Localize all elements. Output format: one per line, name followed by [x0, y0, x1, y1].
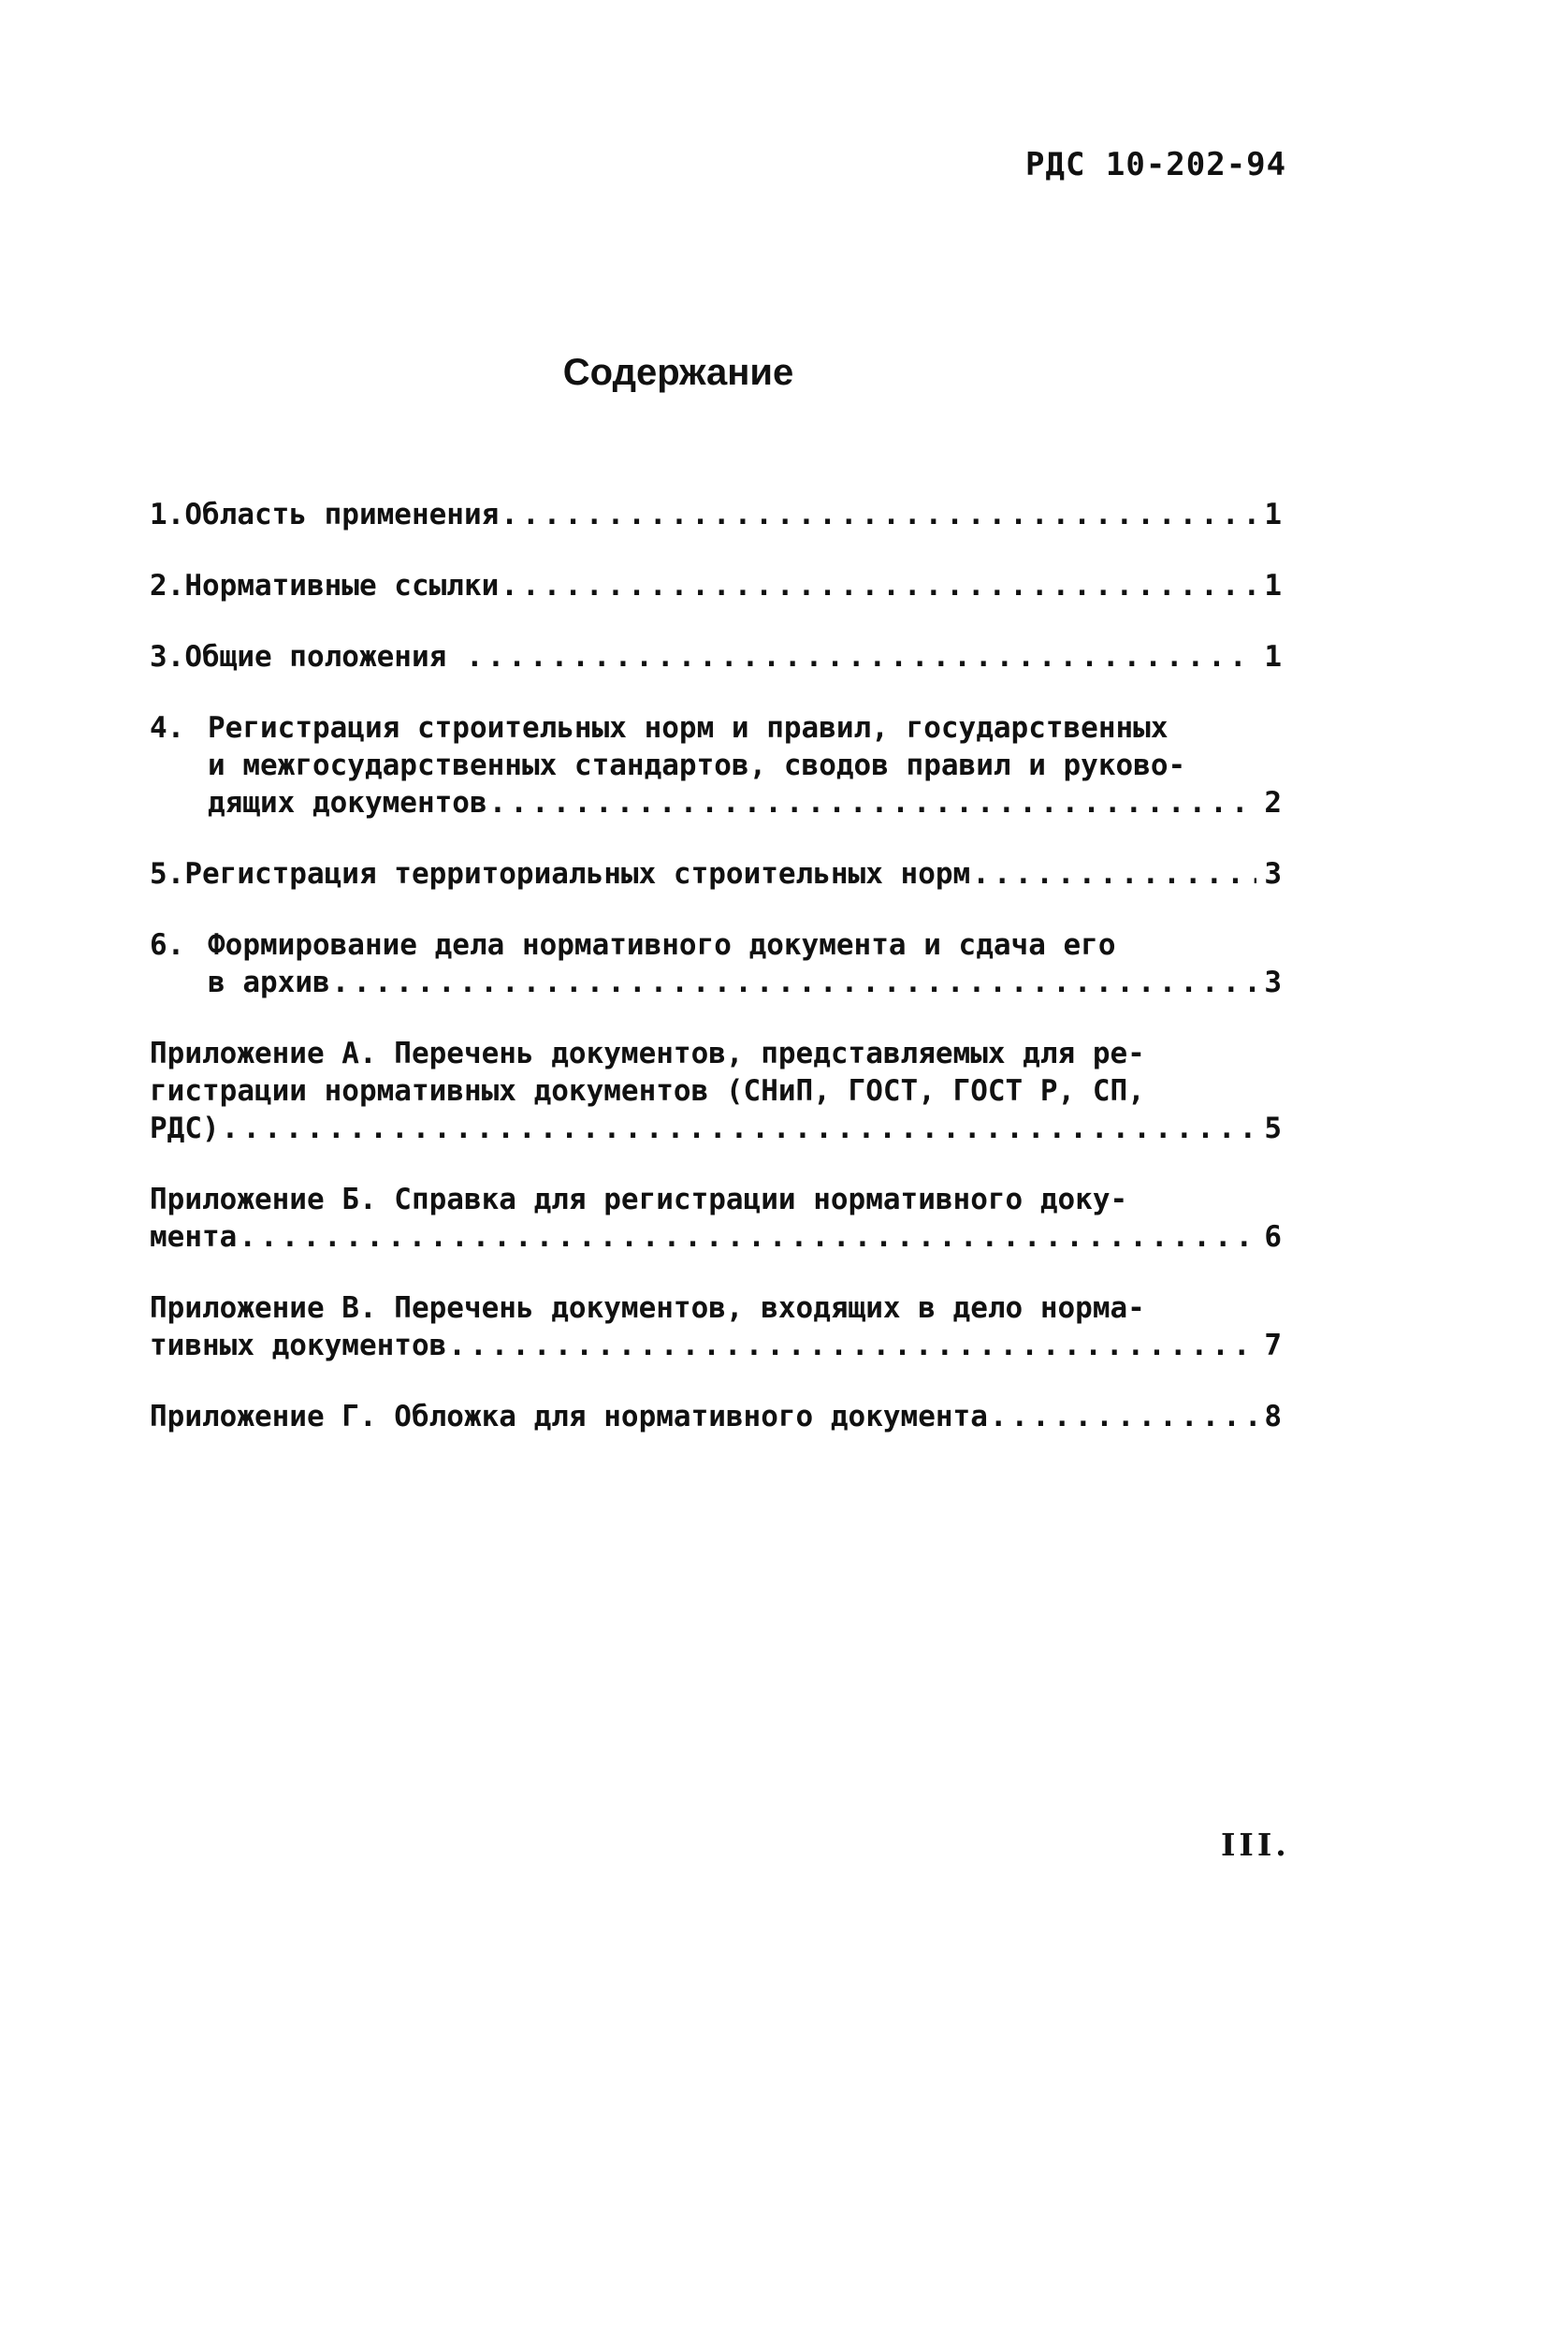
- toc-entry: [150, 638, 1282, 676]
- toc-entry-title: Регистрация территориальных строительных норм: [184, 857, 971, 891]
- toc-entry-title: РДС): [150, 1112, 220, 1145]
- document-code: РДС 10-202-94: [1025, 146, 1287, 183]
- toc-entry-text-line: гистрации нормативных документов (СНиП, ГОСТ, ГОСТ Р, СП,: [150, 1074, 1145, 1108]
- toc-entry: [150, 855, 1282, 893]
- toc-entry: [150, 926, 1282, 1001]
- toc-entry-title: Общие положения: [184, 640, 464, 674]
- toc-entry-text-line: и межгосударственных стандартов, сводов правил и руково-: [208, 749, 1186, 782]
- leader-dots: [466, 638, 1256, 676]
- toc-page-number: 7: [1264, 1329, 1282, 1362]
- toc-entry-text-line: Приложение А. Перечень документов, представляемых для ре-: [150, 1037, 1145, 1070]
- toc-entry-title: дящих документов: [208, 786, 487, 820]
- toc-entry: [150, 567, 1282, 604]
- toc-entry-number: 2.: [150, 569, 185, 603]
- leader-dots: [222, 1110, 1257, 1147]
- leader-dots: [489, 784, 1257, 822]
- table-of-contents: [150, 496, 1282, 1469]
- toc-page-number: 1: [1264, 498, 1282, 531]
- page-number: III.: [1221, 1826, 1290, 1863]
- toc-page-number: 5: [1264, 1112, 1282, 1145]
- toc-entry-number: 4.: [150, 711, 185, 745]
- leader-dots: [972, 855, 1256, 893]
- leader-dots: [501, 496, 1256, 533]
- toc-entry: [150, 1289, 1282, 1364]
- toc-entry-text-line: Приложение Б. Справка для регистрации нормативного доку-: [150, 1183, 1128, 1216]
- toc-entry-number: 5.: [150, 857, 185, 891]
- leader-dots: [501, 567, 1256, 604]
- toc-entry: [150, 1181, 1282, 1256]
- toc-page-number: 3: [1264, 857, 1282, 891]
- toc-entry-title: Область применения: [184, 498, 500, 531]
- toc-entry-title: мента: [150, 1220, 238, 1254]
- leader-dots: [990, 1398, 1256, 1435]
- toc-page-number: 1: [1264, 569, 1282, 603]
- toc-entry-text-line: Регистрация строительных норм и правил, государственных: [208, 711, 1169, 745]
- toc-entry-title: Нормативные ссылки: [184, 569, 500, 603]
- toc-page-number: 2: [1264, 786, 1282, 820]
- toc-entry: [150, 496, 1282, 533]
- toc-entry: [150, 1035, 1282, 1147]
- toc-entry-number: 6.: [150, 928, 185, 962]
- toc-page-number: 6: [1264, 1220, 1282, 1254]
- leader-dots: [448, 1327, 1256, 1364]
- toc-page-number: 1: [1264, 640, 1282, 674]
- toc-entry: [150, 1398, 1282, 1435]
- toc-entry-text-line: Формирование дела нормативного документа и сдача его: [208, 928, 1116, 962]
- toc-page-number: 3: [1264, 966, 1282, 999]
- toc-entry-title: в архив: [208, 966, 330, 999]
- toc-entry-title: тивных документов: [150, 1329, 447, 1362]
- toc-entry-number: 3.: [150, 640, 185, 674]
- toc-page-number: 8: [1264, 1400, 1282, 1433]
- toc-entry-number: 1.: [150, 498, 185, 531]
- toc-entry-title: Приложение Г. Обложка для нормативного документа: [150, 1400, 988, 1433]
- leader-dots: [332, 964, 1257, 1001]
- leader-dots: [239, 1218, 1256, 1256]
- page-title: Содержание: [562, 352, 794, 393]
- toc-entry-text-line: Приложение В. Перечень документов, входящих в дело норма-: [150, 1291, 1145, 1325]
- toc-entry: [150, 709, 1282, 822]
